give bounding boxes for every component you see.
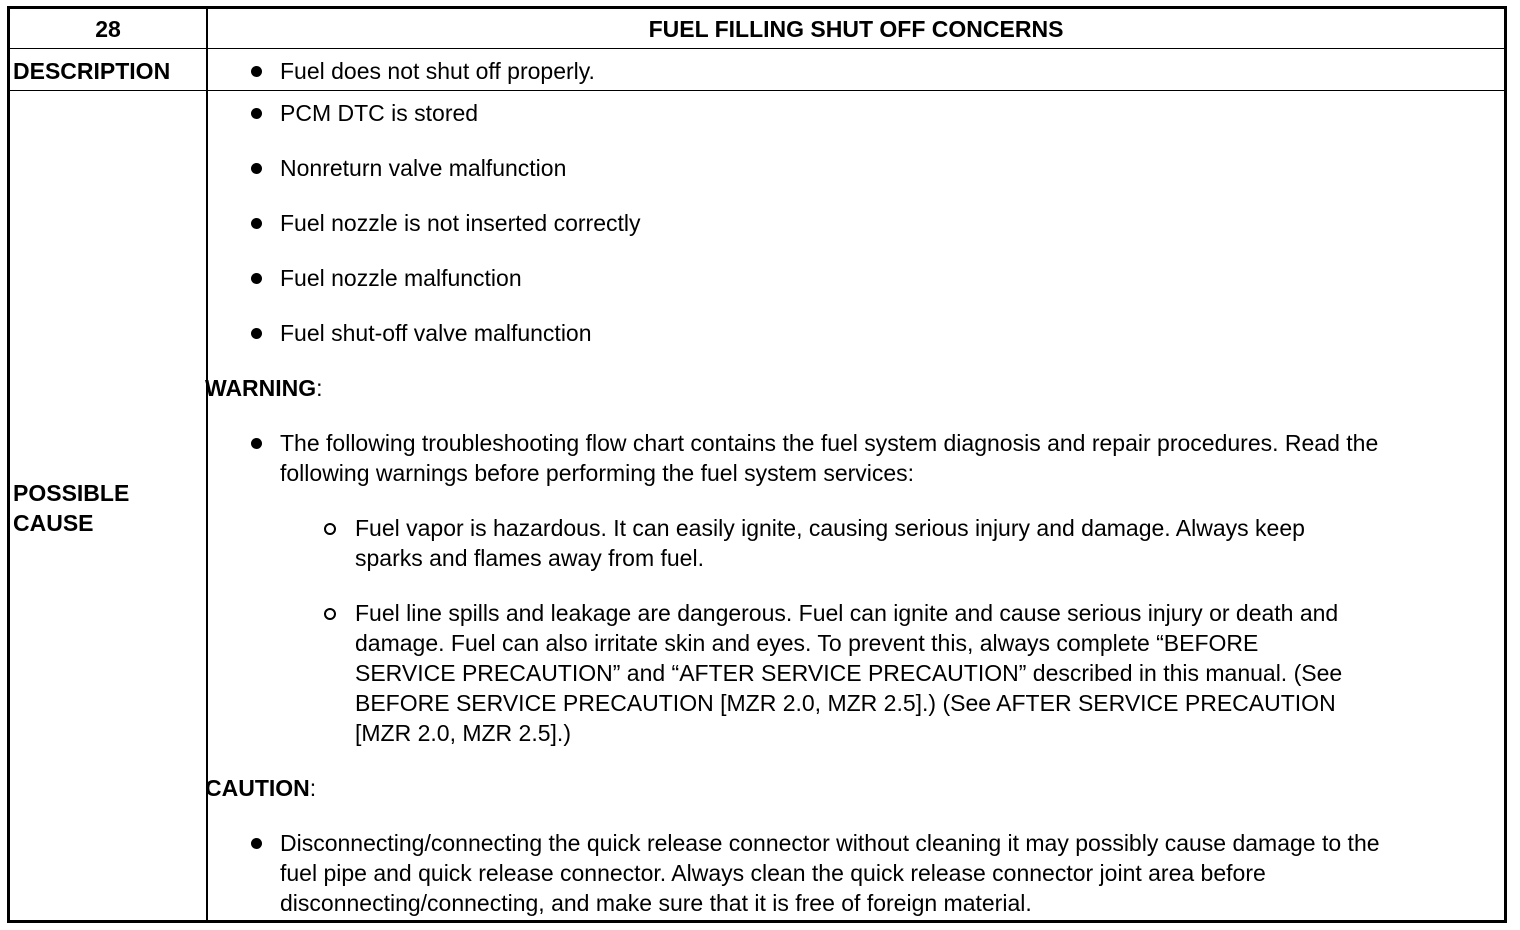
sub-bullet-icon: [324, 608, 336, 620]
bullet-icon: [251, 163, 262, 174]
warning-sub-item-line: damage. Fuel can also irritate skin and eyes. To prevent this, always complete “BEFORE: [355, 630, 1259, 656]
cause-item: PCM DTC is stored: [280, 100, 479, 126]
concern-title: FUEL FILLING SHUT OFF CONCERNS: [648, 16, 1064, 42]
header-row-divider: [10, 48, 1504, 49]
warning-label: WARNING: [205, 375, 317, 401]
caution-colon: :: [309, 775, 317, 801]
bullet-icon: [251, 273, 262, 284]
warning-sub-item-line: Fuel line spills and leakage are dangerous. Fuel can ignite and cause serious injury or death and: [355, 600, 1339, 626]
bullet-icon: [251, 108, 262, 119]
bullet-icon: [251, 438, 262, 449]
warning-heading: [205, 373, 323, 403]
concern-number: 28: [95, 16, 121, 42]
caution-label: CAUTION: [205, 775, 310, 801]
caution-item-line: fuel pipe and quick release connector. Always clean the quick release connector joint area before: [280, 860, 1266, 886]
cause-item: Nonreturn valve malfunction: [280, 155, 567, 181]
warning-item-line: The following troubleshooting flow chart contains the fuel system diagnosis and repair procedures. Read the: [280, 430, 1379, 456]
description-item: Fuel does not shut off properly.: [280, 58, 595, 84]
bullet-icon: [251, 838, 262, 849]
bullet-icon: [251, 328, 262, 339]
cause-item: Fuel nozzle is not inserted correctly: [280, 210, 641, 236]
caution-item-line: Disconnecting/connecting the quick release connector without cleaning it may possibly cause damage to the: [280, 830, 1380, 856]
possible-cause-label-line2: CAUSE: [13, 510, 94, 536]
possible-cause-label-line1: POSSIBLE: [13, 480, 130, 506]
caution-heading: [205, 773, 316, 803]
bullet-icon: [251, 66, 262, 77]
bullet-icon: [251, 218, 262, 229]
description-label: DESCRIPTION: [13, 58, 171, 84]
warning-sub-item-line: Fuel vapor is hazardous. It can easily ignite, causing serious injury and damage. Always keep: [355, 515, 1305, 541]
cause-item: Fuel shut-off valve malfunction: [280, 320, 592, 346]
description-row-divider: [10, 90, 1504, 91]
warning-colon: :: [316, 375, 323, 401]
warning-item-line: following warnings before performing the fuel system services:: [280, 460, 915, 486]
warning-sub-item-line: SERVICE PRECAUTION” and “AFTER SERVICE PRECAUTION” described in this manual. (See: [355, 660, 1343, 686]
warning-sub-item-line: sparks and flames away from fuel.: [355, 545, 704, 571]
caution-item-line: disconnecting/connecting, and make sure that it is free of foreign material.: [280, 890, 1032, 916]
cause-item: Fuel nozzle malfunction: [280, 265, 522, 291]
warning-sub-item-line: [MZR 2.0, MZR 2.5].): [355, 720, 571, 746]
concern-table: [7, 6, 1507, 923]
sub-bullet-icon: [324, 523, 336, 535]
warning-sub-item-line: BEFORE SERVICE PRECAUTION [MZR 2.0, MZR 2.5].) (See AFTER SERVICE PRECAUTION: [355, 690, 1336, 716]
